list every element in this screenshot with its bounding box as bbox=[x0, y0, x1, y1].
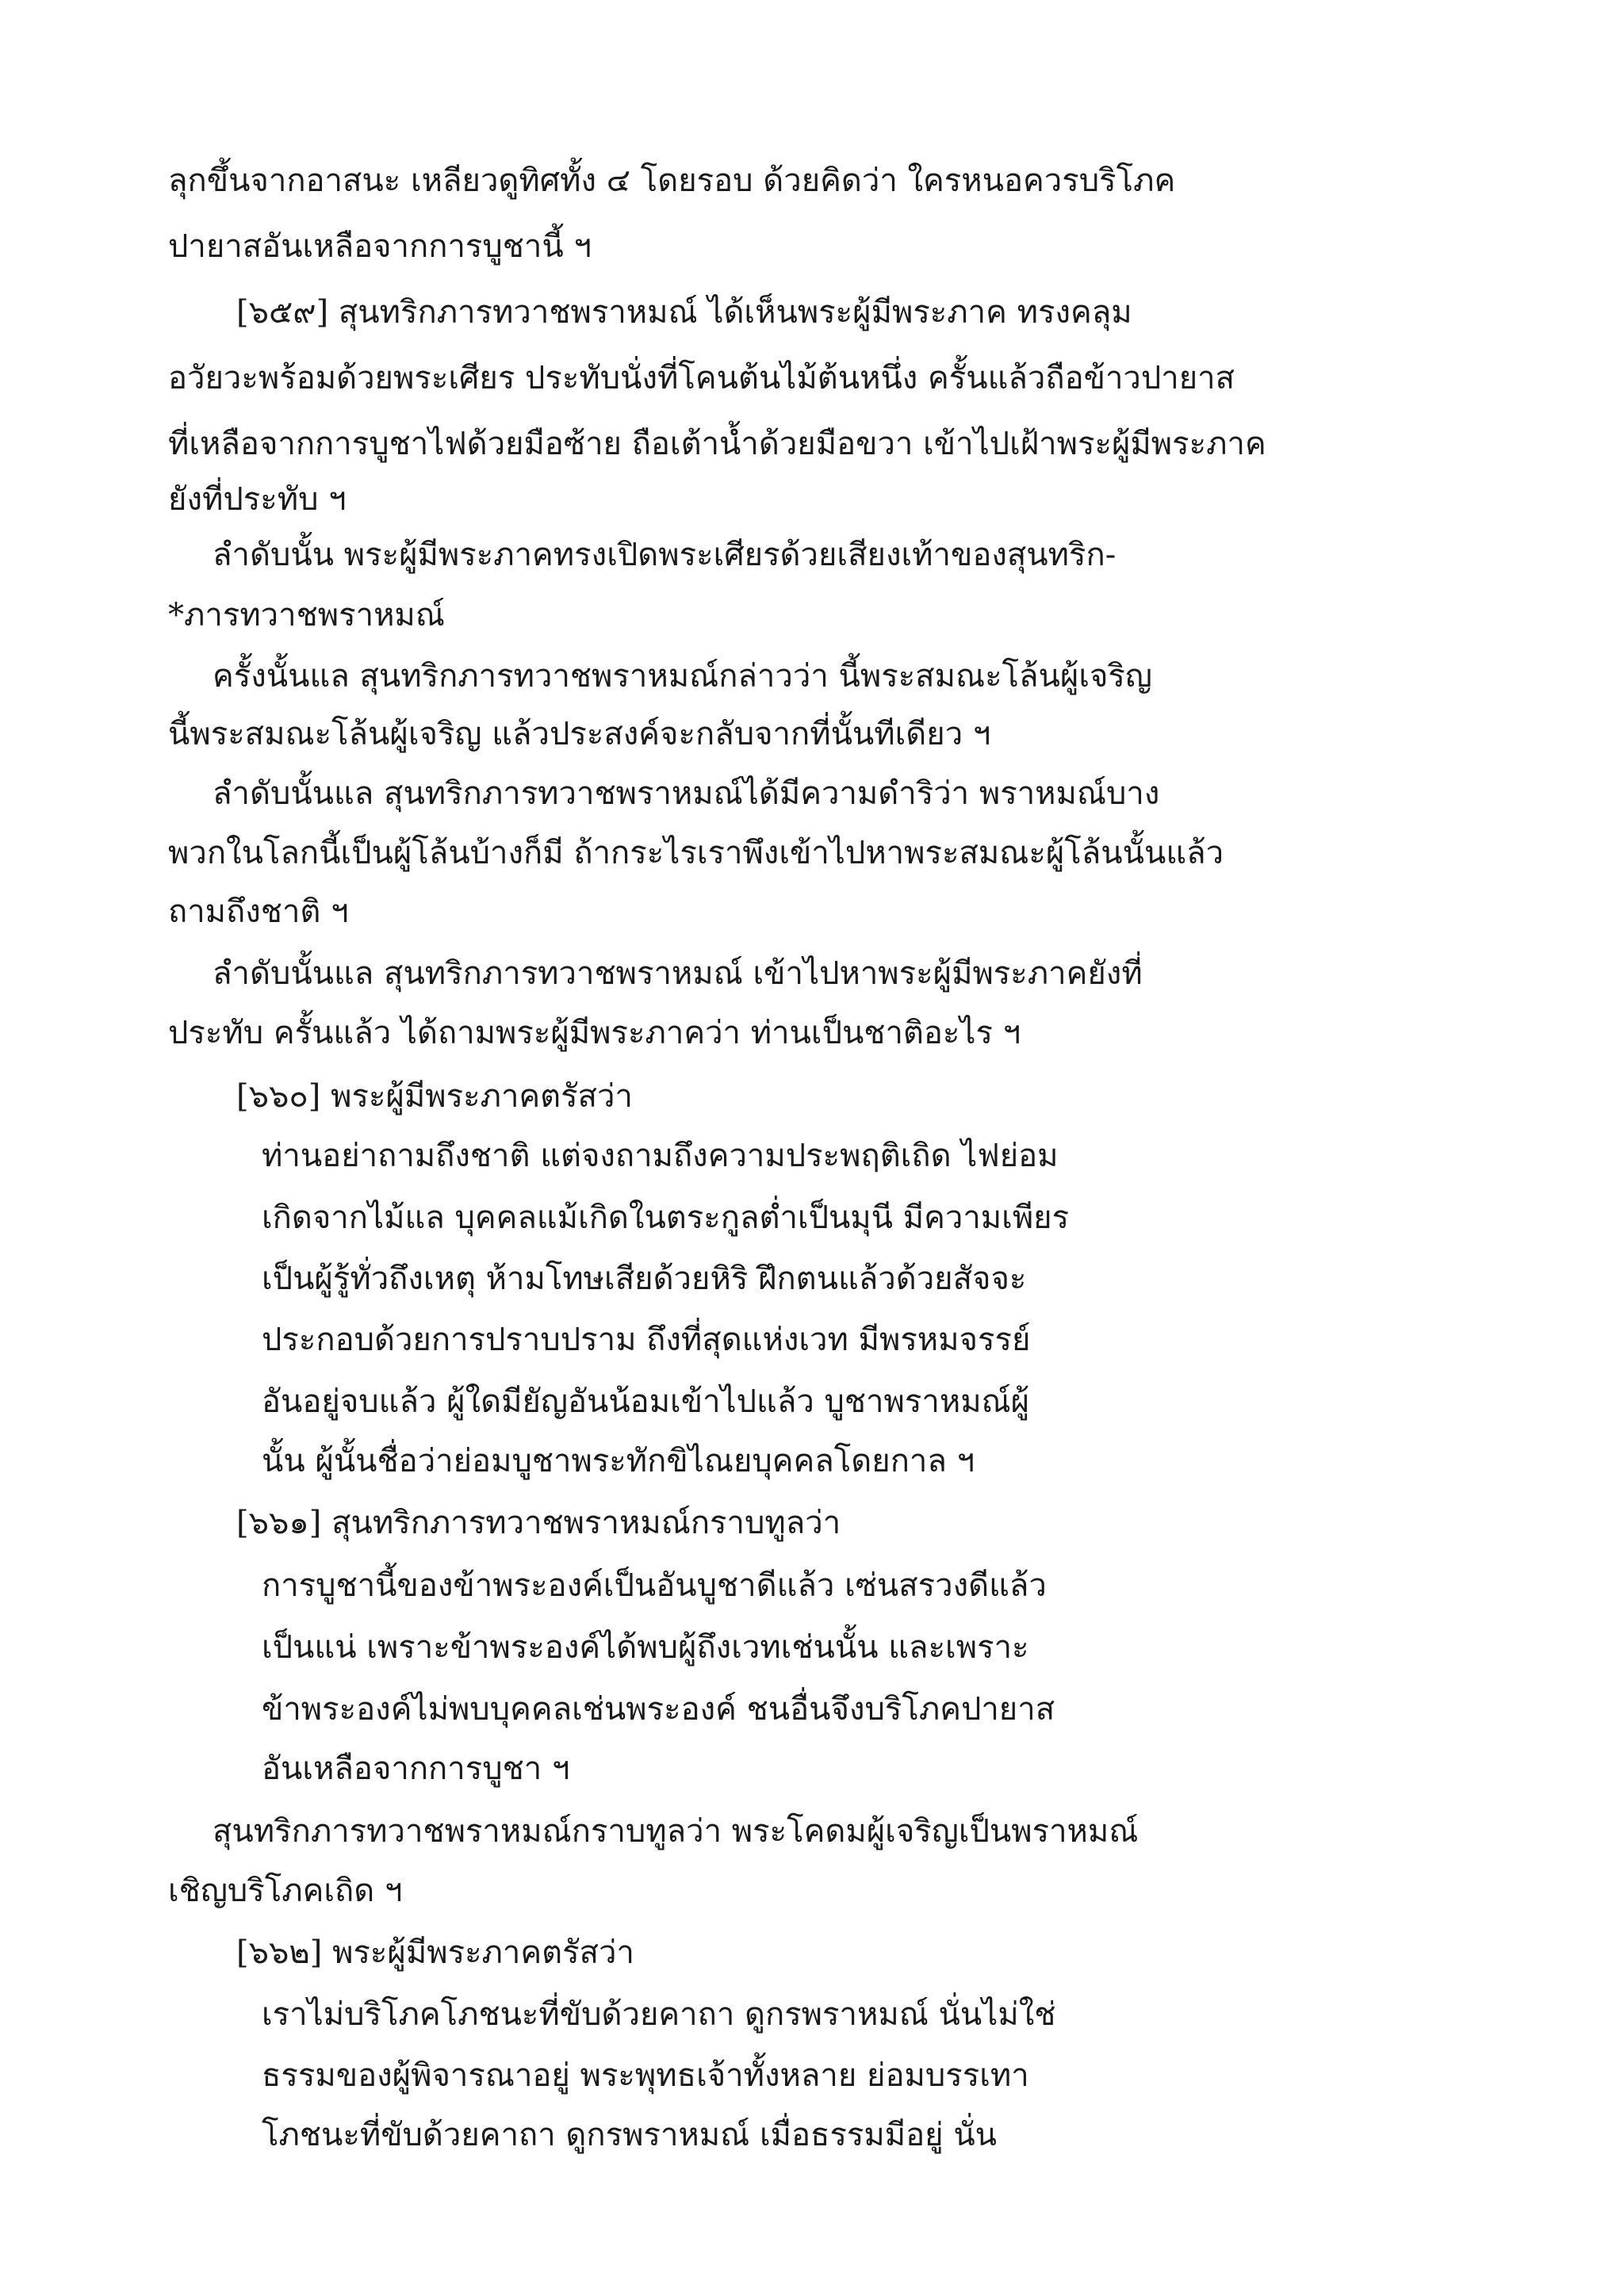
text-line: *ภารทวาชพราหมณ์ bbox=[168, 597, 445, 633]
text-line: ปายาสอันเหลือจากการบูชานี้ ฯ bbox=[168, 228, 592, 265]
verse-line: ข้าพระองค์ไม่พบบุคคลเช่นพระองค์ ชนอื่นจึงบริโภคปายาส bbox=[262, 1691, 1055, 1728]
verse-line: ประกอบด้วยการปราบปราม ถึงที่สุดแห่งเวท มีพรหมจรรย์ bbox=[262, 1322, 1031, 1358]
section-heading-659: [๖๕๙] สุนทริกภารทวาชพราหมณ์ ได้เห็นพระผู้มีพระภาค ทรงคลุม bbox=[236, 294, 1132, 331]
verse-line: เราไม่บริโภคโภชนะที่ขับด้วยคาถา ดูกรพราหมณ์ นั่นไม่ใช่ bbox=[262, 1996, 1056, 2033]
text-line: เชิญบริโภคเถิด ฯ bbox=[168, 1873, 403, 1909]
text-line: ประทับ ครั้นแล้ว ได้ถามพระผู้มีพระภาคว่า ท่านเป็นชาติอะไร ฯ bbox=[168, 1015, 1021, 1051]
text-line: ลุกขึ้นจากอาสนะ เหลียวดูทิศทั้ง ๔ โดยรอบ ด้วยคิดว่า ใครหนอควรบริโภค bbox=[168, 163, 1176, 199]
text-line: ครั้งนั้นแล สุนทริกภารทวาชพราหมณ์กล่าวว่า นี้พระสมณะโล้นผู้เจริญ bbox=[213, 658, 1152, 695]
verse-line: เกิดจากไม้แล บุคคลแม้เกิดในตระกูลต่ำเป็นมุนี มีความเพียร bbox=[262, 1200, 1070, 1236]
text-line: ลำดับนั้นแล สุนทริกภารทวาชพราหมณ์ได้มีความดำริว่า พราหมณ์บาง bbox=[213, 775, 1160, 812]
text-line: อวัยวะพร้อมด้วยพระเศียร ประทับนั่งที่โคนต้นไม้ต้นหนึ่ง ครั้นแล้วถือข้าวปายาส bbox=[168, 360, 1235, 396]
verse-line: อันเหลือจากการบูชา ฯ bbox=[262, 1751, 570, 1787]
verse-line: ธรรมของผู้พิจารณาอยู่ พระพุทธเจ้าทั้งหลาย ย่อมบรรเทา bbox=[262, 2057, 1029, 2094]
text-line: ที่เหลือจากการบูชาไฟด้วยมือซ้าย ถือเต้าน้ำด้วยมือขวา เข้าไปเฝ้าพระผู้มีพระภาค bbox=[168, 426, 1266, 462]
verse-line: อันอยู่จบแล้ว ผู้ใดมียัญอันน้อมเข้าไปแล้ว บูชาพราหมณ์ผู้ bbox=[262, 1383, 1030, 1420]
text-line: ยังที่ประทับ ฯ bbox=[168, 481, 347, 518]
verse-line: เป็นผู้รู้ทั่วถึงเหตุ ห้ามโทษเสียด้วยหิริ ฝึกตนแล้วด้วยสัจจะ bbox=[262, 1261, 1027, 1297]
text-line: สุนทริกภารทวาชพราหมณ์กราบทูลว่า พระโคดมผู้เจริญเป็นพราหมณ์ bbox=[213, 1813, 1139, 1850]
verse-line: เป็นแน่ เพราะข้าพระองค์ได้พบผู้ถึงเวทเช่นนั้น และเพราะ bbox=[262, 1629, 1029, 1666]
text-line: ลำดับนั้นแล สุนทริกภารทวาชพราหมณ์ เข้าไปหาพระผู้มีพระภาคยังที่ bbox=[213, 955, 1143, 992]
section-heading-661: [๖๖๑] สุนทริกภารทวาชพราหมณ์กราบทูลว่า bbox=[236, 1505, 841, 1541]
verse-line: การบูชานี้ของข้าพระองค์เป็นอันบูชาดีแล้ว เซ่นสรวงดีแล้ว bbox=[262, 1567, 1047, 1604]
section-heading-660: [๖๖๐] พระผู้มีพระภาคตรัสว่า bbox=[236, 1078, 633, 1115]
verse-line: ท่านอย่าถามถึงชาติ แต่จงถามถึงความประพฤติเถิด ไฟย่อม bbox=[262, 1138, 1059, 1174]
verse-line: นั้น ผู้นั้นชื่อว่าย่อมบูชาพระทักขิไณยบุคคลโดยกาล ฯ bbox=[262, 1443, 975, 1479]
section-heading-662: [๖๖๒] พระผู้มีพระภาคตรัสว่า bbox=[236, 1934, 634, 1971]
text-line: นี้พระสมณะโล้นผู้เจริญ แล้วประสงค์จะกลับจากที่นั้นทีเดียว ฯ bbox=[168, 716, 991, 752]
text-line: ถามถึงชาติ ฯ bbox=[168, 894, 349, 930]
verse-line: โภชนะที่ขับด้วยคาถา ดูกรพราหมณ์ เมื่อธรรมมีอยู่ นั่น bbox=[262, 2117, 998, 2153]
text-line: ลำดับนั้น พระผู้มีพระภาคทรงเปิดพระเศียรด้วยเสียงเท้าของสุนทริก- bbox=[213, 537, 1116, 573]
text-line: พวกในโลกนี้เป็นผู้โล้นบ้างก็มี ถ้ากระไรเราพึงเข้าไปหาพระสมณะผู้โล้นนั้นแล้ว bbox=[168, 835, 1224, 871]
